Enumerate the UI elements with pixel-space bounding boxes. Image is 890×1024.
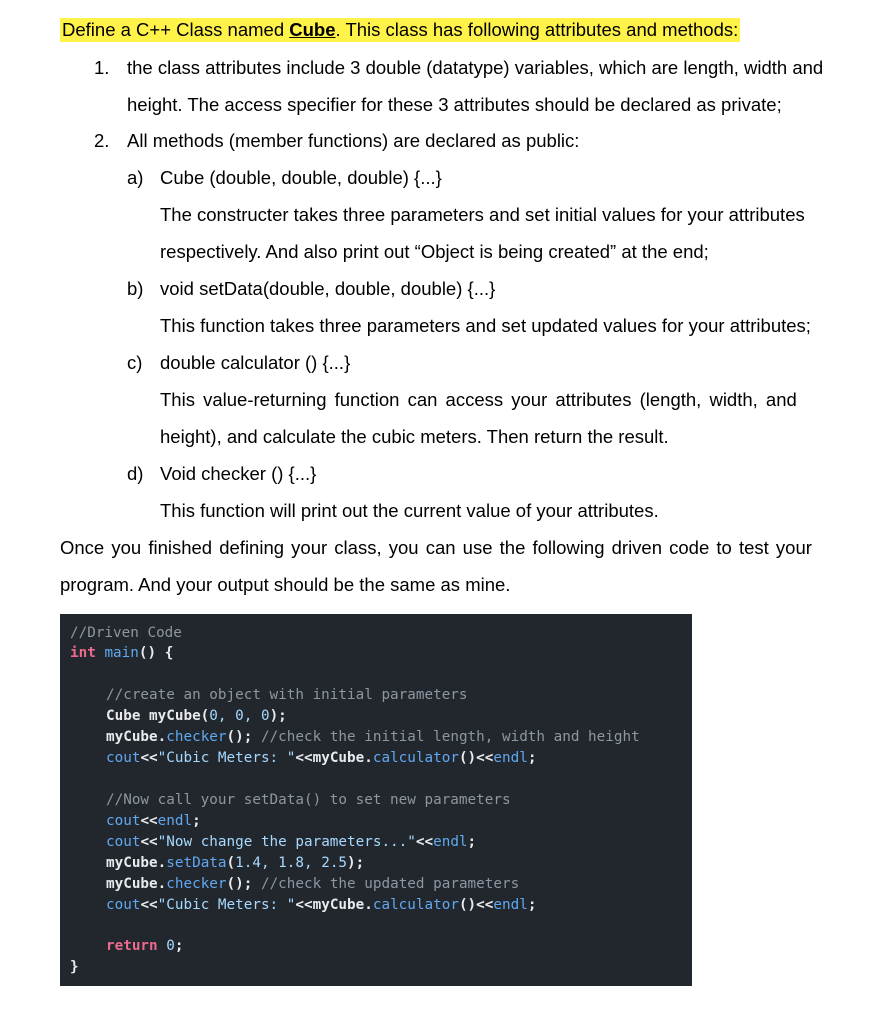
method-a-desc2: respectively. And also print out “Object is being created” at the end;: [160, 241, 709, 262]
method-b-marker: b): [127, 278, 144, 299]
method-c-desc1: This value-returning function can access your attributes (length, width, and: [160, 389, 797, 410]
code-line-7: //Now call your setData() to set new parameters: [106, 792, 511, 808]
item1-line2: height. The access specifier for these 3 attributes should be declared as private;: [127, 94, 782, 115]
method-d-desc: This function will print out the current value of your attributes.: [160, 500, 659, 521]
assignment-header: [60, 18, 740, 42]
outro-line2: program. And your output should be the same as mine.: [60, 574, 511, 595]
code-line-2: int main() {: [70, 645, 174, 661]
header-highlight: [60, 18, 740, 42]
code-line-4: Cube myCube(0, 0, 0);: [106, 708, 287, 724]
method-a-signature: Cube (double, double, double) {...}: [160, 167, 442, 188]
method-b-desc: This function takes three parameters and set updated values for your attributes;: [160, 315, 811, 336]
code-line-9: cout<<"Now change the parameters..."<<endl;: [106, 834, 477, 850]
method-a-marker: a): [127, 167, 144, 188]
code-line-1: //Driven Code: [70, 625, 182, 641]
method-c-marker: c): [127, 352, 143, 373]
code-line-8: cout<<endl;: [106, 813, 201, 829]
code-line-3: //create an object with initial parameters: [106, 687, 468, 703]
header-prefix: Define a C++ Class named: [62, 19, 290, 40]
method-c-desc2: height), and calculate the cubic meters. Then return the result.: [160, 426, 669, 447]
item1-line1: the class attributes include 3 double (datatype) variables, which are length, width and: [127, 57, 824, 78]
method-d-marker: d): [127, 463, 144, 484]
code-block: [60, 614, 692, 986]
code-line-11: myCube.checker(); //check the updated parameters: [106, 876, 520, 892]
method-c-signature: double calculator () {...}: [160, 352, 351, 373]
method-b-signature: void setData(double, double, double) {...}: [160, 278, 496, 299]
class-name: Cube: [289, 19, 336, 40]
header-suffix: . This class has following attributes and methods:: [335, 19, 739, 40]
code-line-14: }: [70, 959, 79, 975]
method-d-signature: Void checker () {...}: [160, 463, 317, 484]
outro-line1: Once you finished defining your class, you can use the following driven code to test your: [60, 537, 812, 558]
item2-text: All methods (member functions) are declared as public:: [127, 130, 580, 151]
code-line-10: myCube.setData(1.4, 1.8, 2.5);: [106, 855, 365, 871]
code-line-6: cout<<"Cubic Meters: "<<myCube.calculator()<<endl;: [106, 750, 537, 766]
code-line-5: myCube.checker(); //check the initial length, width and height: [106, 729, 640, 745]
code-line-13: return 0;: [106, 938, 184, 954]
method-a-desc1: The constructer takes three parameters and set initial values for your attributes: [160, 204, 805, 225]
item-number-2: 2.: [94, 130, 110, 151]
item-number-1: 1.: [94, 57, 110, 78]
code-line-12: cout<<"Cubic Meters: "<<myCube.calculator()<<endl;: [106, 897, 537, 913]
